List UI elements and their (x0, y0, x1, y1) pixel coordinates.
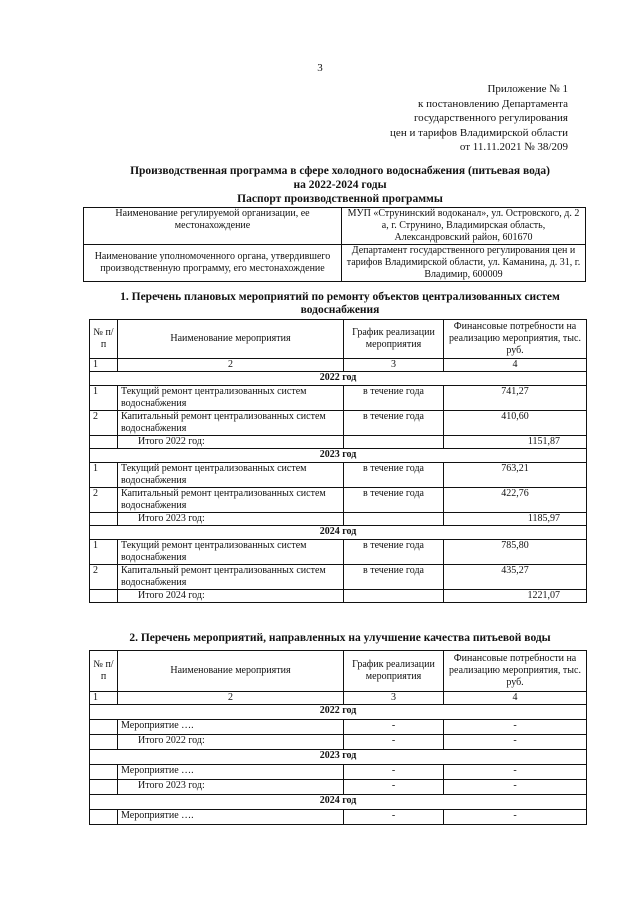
total-label: Итого 2022 год: (118, 735, 344, 750)
annex-line: цен и тарифов Владимирской области (390, 126, 568, 139)
year-row (90, 372, 587, 386)
row-name: Текущий ремонт централизованных систем водоснабжения (118, 386, 344, 411)
total-label: Итого 2023 год: (118, 780, 344, 795)
passport-table (83, 207, 586, 282)
year-label: 2024 год (90, 795, 587, 810)
annex-block (390, 82, 568, 155)
row-name: Текущий ремонт централизованных систем водоснабжения (118, 540, 344, 565)
year-label: 2023 год (90, 750, 587, 765)
year-row (90, 705, 587, 720)
annex-line: Приложение № 1 (487, 83, 568, 95)
row-number: 1 (90, 540, 118, 565)
program-title (80, 165, 600, 192)
total-label: Итого 2024 год: (118, 590, 344, 603)
passport-row (84, 245, 586, 282)
col-number: 3 (344, 359, 444, 372)
total-amount: - (444, 780, 587, 795)
row-name: Текущий ремонт централизованных систем водоснабжения (118, 463, 344, 488)
table-row (90, 540, 587, 565)
year-label: 2024 год (90, 526, 587, 540)
total-amount: 1185,97 (444, 513, 587, 526)
total-row (90, 436, 587, 449)
total-label: Итого 2022 год: (118, 436, 344, 449)
row-amount: - (444, 765, 587, 780)
passport-row (84, 208, 586, 245)
row-schedule: - (344, 810, 444, 825)
row-schedule: в течение года (344, 411, 444, 436)
passport-title: Паспорт производственной программы (237, 193, 443, 205)
col-number: 4 (444, 692, 587, 705)
row-schedule: - (344, 765, 444, 780)
row-number: 1 (90, 463, 118, 488)
table-row (90, 720, 587, 735)
section1-table (89, 319, 587, 603)
annex-line: от 11.11.2021 № 38/209 (459, 141, 568, 153)
year-label: 2022 год (90, 372, 587, 386)
total-schedule: - (344, 735, 444, 750)
passport-value: Департамент государственного регулирования цен и тарифов Владимирской области, ул. Каманина, д. 31, г. Владимир, 600009 (342, 245, 586, 282)
annex-line: к постановлению Департамента (417, 97, 568, 110)
total-label: Итого 2023 год: (118, 513, 344, 526)
row-schedule: в течение года (344, 540, 444, 565)
row-amount: 435,27 (444, 565, 587, 590)
col-number: 2 (118, 692, 344, 705)
section2-table (89, 650, 587, 825)
section2-title: 2. Перечень мероприятий, направленных на улучшение качества питьевой воды (129, 632, 551, 644)
row-name: Мероприятие …. (118, 810, 344, 825)
page-number: 3 (317, 62, 323, 74)
table-row (90, 463, 587, 488)
row-schedule: - (344, 720, 444, 735)
program-title-line1: Производственная программа в сфере холодного водоснабжения (питьевая вода) (130, 165, 550, 177)
row-name: Капитальный ремонт централизованных систем водоснабжения (118, 565, 344, 590)
row-number: 2 (90, 565, 118, 590)
col-header: График реализации мероприятия (344, 651, 444, 692)
table-header-row (90, 320, 587, 359)
col-header: Финансовые потребности на реализацию мероприятия, тыс. руб. (444, 320, 587, 359)
total-row (90, 735, 587, 750)
total-amount: 1221,07 (444, 590, 587, 603)
row-amount: 741,27 (444, 386, 587, 411)
col-number-row (90, 692, 587, 705)
col-header: Финансовые потребности на реализацию мероприятия, тыс. руб. (444, 651, 587, 692)
year-label: 2023 год (90, 449, 587, 463)
row-amount: - (444, 720, 587, 735)
row-schedule: в течение года (344, 386, 444, 411)
row-name: Капитальный ремонт централизованных систем водоснабжения (118, 411, 344, 436)
row-schedule: в течение года (344, 565, 444, 590)
row-amount: 763,21 (444, 463, 587, 488)
col-number: 2 (118, 359, 344, 372)
annex-line: государственного регулирования (413, 112, 568, 124)
program-title-line2: на 2022-2024 годы (293, 178, 387, 191)
row-schedule: в течение года (344, 488, 444, 513)
total-row (90, 780, 587, 795)
table-row (90, 810, 587, 825)
total-amount: - (444, 735, 587, 750)
col-header: Наименование мероприятия (118, 320, 344, 359)
year-row (90, 750, 587, 765)
col-number-row (90, 359, 587, 372)
row-number: 1 (90, 386, 118, 411)
col-header: № п/п (90, 651, 118, 692)
col-header: № п/п (90, 320, 118, 359)
total-schedule: - (344, 780, 444, 795)
total-row (90, 513, 587, 526)
passport-label: Наименование уполномоченного органа, утвердившего производственную программу, его местонахождение (84, 245, 342, 282)
row-schedule: в течение года (344, 463, 444, 488)
col-number: 4 (444, 359, 587, 372)
row-name: Мероприятие …. (118, 720, 344, 735)
col-number: 3 (344, 692, 444, 705)
row-amount: 422,76 (444, 488, 587, 513)
table-row (90, 411, 587, 436)
table-row (90, 765, 587, 780)
total-amount: 1151,87 (444, 436, 587, 449)
col-header: График реализации мероприятия (344, 320, 444, 359)
row-name: Мероприятие …. (118, 765, 344, 780)
year-row (90, 795, 587, 810)
year-label: 2022 год (90, 705, 587, 720)
year-row (90, 526, 587, 540)
table-row (90, 386, 587, 411)
year-row (90, 449, 587, 463)
row-number: 2 (90, 411, 118, 436)
row-amount: 410,60 (444, 411, 587, 436)
table-header-row (90, 651, 587, 692)
row-number: 2 (90, 488, 118, 513)
row-amount: 785,80 (444, 540, 587, 565)
row-amount: - (444, 810, 587, 825)
table-row (90, 488, 587, 513)
total-row (90, 590, 587, 603)
row-name: Капитальный ремонт централизованных систем водоснабжения (118, 488, 344, 513)
col-number: 1 (90, 692, 118, 705)
table-row (90, 565, 587, 590)
col-header: Наименование мероприятия (118, 651, 344, 692)
passport-value: МУП «Струнинский водоканал», ул. Островского, д. 2 а, г. Струнино, Владимирская область, Александровский район, 601670 (342, 208, 586, 245)
col-number: 1 (90, 359, 118, 372)
section1-title: 1. Перечень плановых мероприятий по ремонту объектов централизованных систем водоснабжения (120, 291, 560, 316)
passport-label: Наименование регулируемой организации, ее местонахождение (84, 208, 342, 245)
